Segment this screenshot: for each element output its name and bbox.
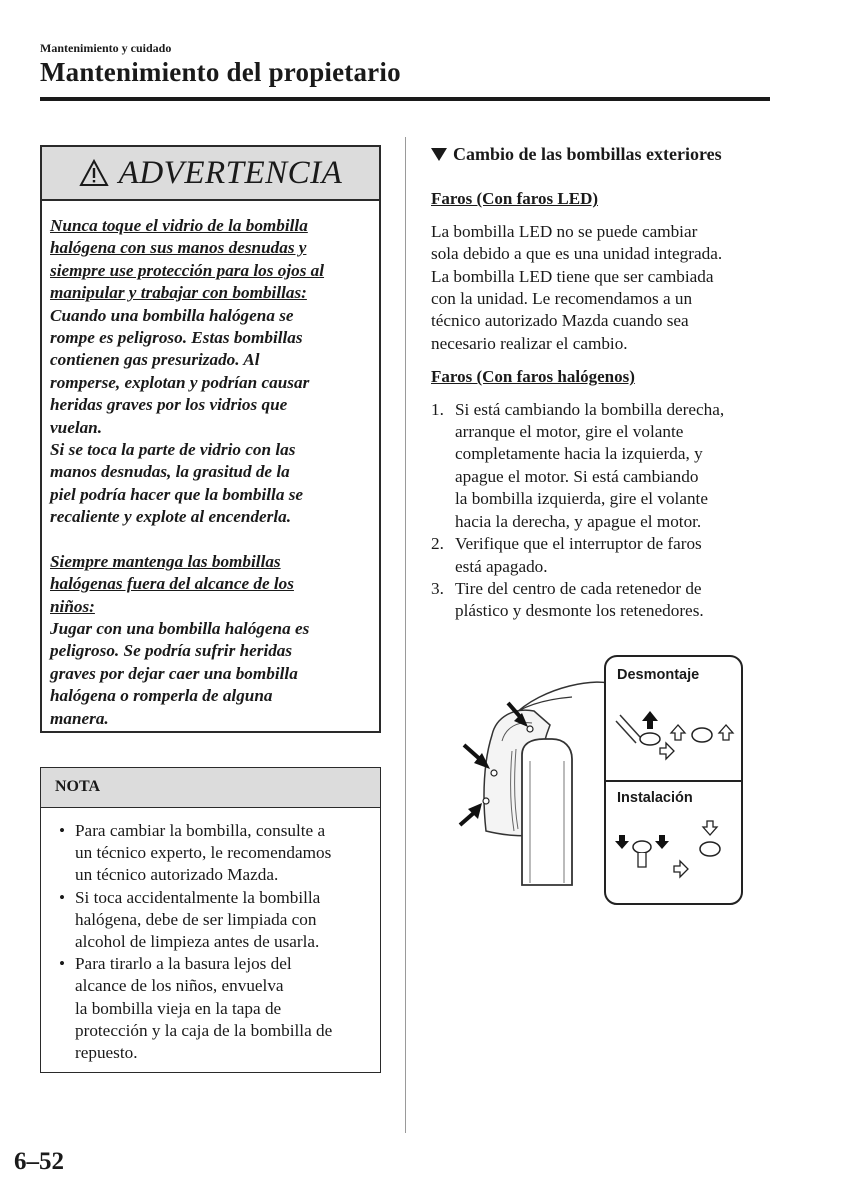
note-list [41,808,380,1064]
step-item: 1. Si está cambiando la bombilla derecha, arranque el motor, gire el volante completamente hacia la izquierda, y apague el motor. Si está cambiando la bombilla izquierda, gire el volante hacia la derecha, y apague el motor. [431,399,725,531]
section-label: Mantenimiento y cuidado [40,41,172,55]
warning-box [40,145,381,733]
warning-heading-2: Siempre mantenga las bombillas halógenas fuera del alcance de los niños: [50,551,294,616]
inset-label-installation: Instalación [617,790,693,806]
warning-heading-1: Nunca toque el vidrio de la bombilla halógena con sus manos desnudas y siempre use protección para los ojos al manipular y trabajar con bombillas: [50,216,325,303]
led-text: La bombilla LED no se puede cambiar sola debido a que es una unidad integrada. La bombilla LED tiene que ser cambiada con la unidad. Le recomendamos a un técnico autorizado Mazda cuando sea necesario realizar el cambio. [431,221,723,353]
steps-list [431,399,776,623]
warning-text-1: Cuando una bombilla halógena se rompe es peligroso. Estas bombillas contienen gas presurizado. Al romperse, explotan y podrían causar heridas graves por los vidrios que vuelan. Si se toca la parte de vidrio con las manos desnudas, la grasitud de la piel podría hacer que la bombilla se recaliente y explote al encenderla. [50,305,310,527]
halogen-subheading: Faros (Con faros halógenos) [431,367,635,387]
page-title: Mantenimiento del propietario [40,57,401,87]
note-item: • Para cambiar la bombilla, consulte a un técnico experto, le recomendamos un técnico autorizado Mazda. [59,821,332,885]
step-item: 3. Tire del centro de cada retenedor de plástico y desmonte los retenedores. [431,578,704,621]
led-subheading: Faros (Con faros LED) [431,189,599,209]
triangle-marker-icon [431,148,447,161]
column-divider [405,137,406,1133]
page-number: 6–52 [14,1148,64,1175]
retainer-illustration [452,655,744,905]
right-column [431,143,776,623]
note-item: • Si toca accidentalmente la bombilla halógena, debe de ser limpiada con alcohol de limpieza antes de usarla. [59,887,321,952]
warning-header [42,147,379,201]
fender-diagram [452,655,744,905]
warning-text-2: Jugar con una bombilla halógena es peligroso. Se podría sufrir heridas graves por dejar caer una bombilla halógena o romperla de alguna manera. [50,618,310,728]
warning-body [42,201,379,730]
note-box [40,767,381,1073]
note-item: • Para tirarlo a la basura lejos del alcance de los niños, envuelva la bombilla vieja en la tapa de protección y la caja de la bombilla de repuesto. [59,954,333,1063]
section-heading: Cambio de las bombillas exteriores [431,143,776,165]
title-rule [40,97,770,101]
step-item: 2. Verifique que el interruptor de faros está apagado. [431,534,702,576]
inset-label-removal: Desmontaje [617,667,700,683]
note-header: NOTA [41,768,380,808]
warning-triangle-icon [79,159,109,187]
warning-title: ADVERTENCIA [118,154,343,191]
arrow-icon [460,803,482,825]
